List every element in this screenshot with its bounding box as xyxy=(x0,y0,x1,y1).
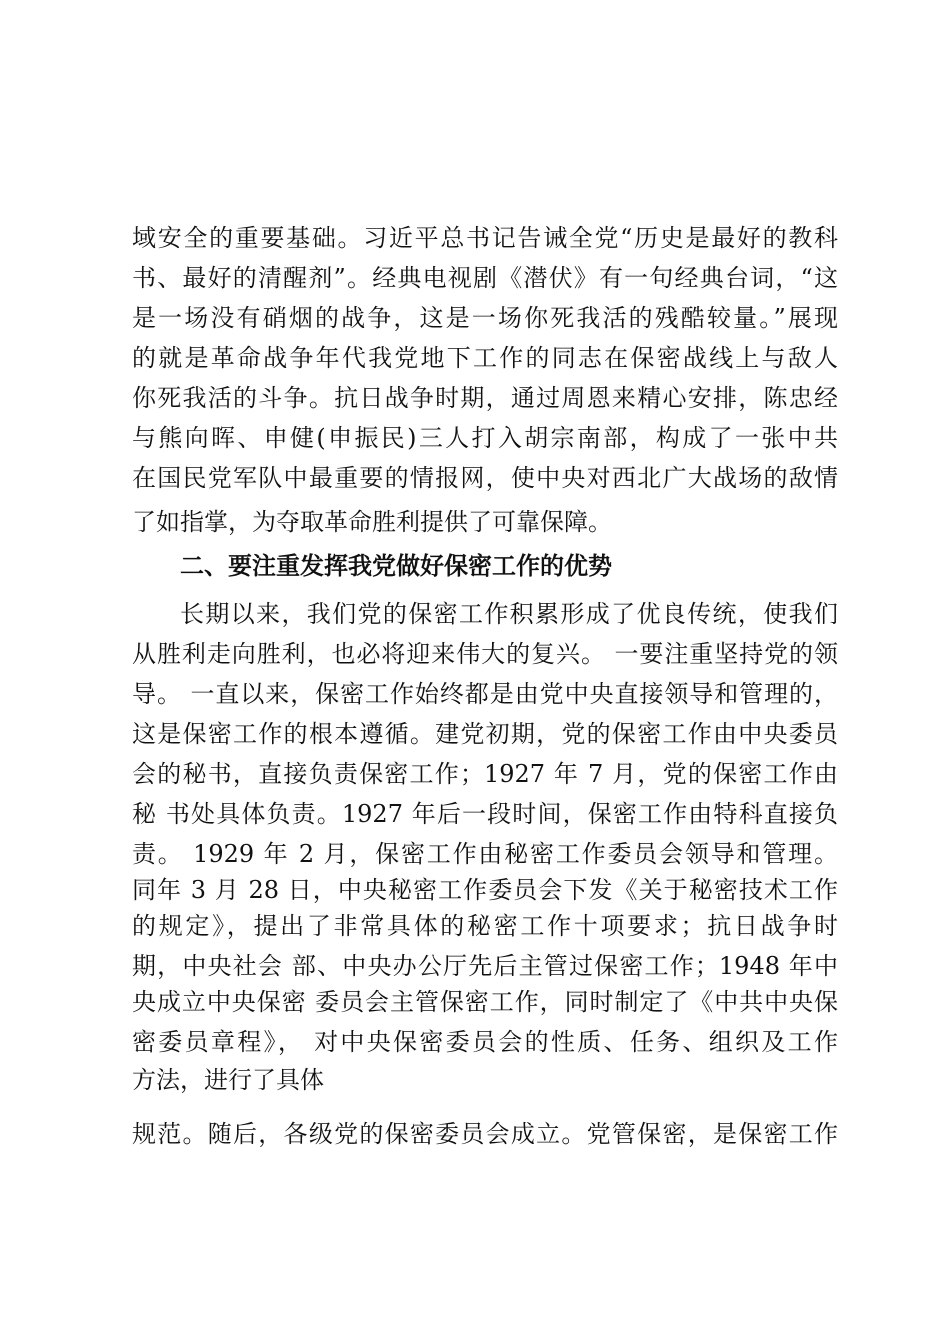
paragraph-2-line-3: 导。 一直以来，保密工作始终都是由党中央直接领导和管理的， xyxy=(132,680,838,708)
paragraph-2-line-11: 央成立中央保密 委员会主管保密工作，同时制定了《中共中央保 xyxy=(132,988,838,1016)
paragraph-2-line-12: 密委员章程》， 对中央保密委员会的性质、任务、组织及工作 xyxy=(132,1028,838,1056)
paragraph-1-line-3: 是一场没有硝烟的战争，这是一场你死我活的残酷较量。”展现 xyxy=(132,304,838,332)
paragraph-2-line-4: 这是保密工作的根本遵循。建党初期，党的保密工作由中央委员 xyxy=(132,720,838,748)
section-heading: 二、要注重发挥我党做好保密工作的优势 xyxy=(180,552,612,580)
paragraph-1-line-8: 了如指掌，为夺取革命胜利提供了可靠保障。 xyxy=(132,508,612,536)
paragraph-2-line-8: 同年 3 月 28 日，中央秘密工作委员会下发《关于秘密技术工作 xyxy=(132,876,838,904)
paragraph-2-line-9: 的规定》，提出了非常具体的秘密工作十项要求；抗日战争时 xyxy=(132,912,838,940)
paragraph-2-line-13: 方法，进行了具体 xyxy=(132,1066,324,1094)
paragraph-2-line-2: 从胜利走向胜利，也必将迎来伟大的复兴。 一要注重坚持党的领 xyxy=(132,640,838,668)
paragraph-2-line-5: 会的秘书，直接负责保密工作；1927 年 7 月，党的保密工作由 xyxy=(132,760,838,788)
paragraph-2-line-7: 责。 1929 年 2 月，保密工作由秘密工作委员会领导和管理。 xyxy=(132,840,838,868)
paragraph-1-line-6: 与熊向晖、申健(申振民)三人打入胡宗南部，构成了一张中共 xyxy=(132,424,838,452)
paragraph-1-line-7: 在国民党军队中最重要的情报网，使中央对西北广大战场的敌情 xyxy=(132,464,838,492)
paragraph-1-line-2: 书、最好的清醒剂”。经典电视剧《潜伏》有一句经典台词，“这 xyxy=(132,264,838,292)
paragraph-1-line-1: 域安全的重要基础。习近平总书记告诫全党“历史是最好的教科 xyxy=(132,224,838,252)
paragraph-3-line-1: 规范。随后，各级党的保密委员会成立。党管保密，是保密工作 xyxy=(132,1120,838,1148)
paragraph-2-line-1: 长期以来，我们党的保密工作积累形成了优良传统，使我们 xyxy=(180,600,838,628)
paragraph-2-line-10: 期，中央社会 部、中央办公厅先后主管过保密工作；1948 年中 xyxy=(132,952,838,980)
paragraph-1-line-5: 你死我活的斗争。抗日战争时期，通过周恩来精心安排，陈忠经 xyxy=(132,384,838,412)
paragraph-2-line-6: 秘 书处具体负责。1927 年后一段时间，保密工作由特科直接负 xyxy=(132,800,838,828)
paragraph-1-line-4: 的就是革命战争年代我党地下工作的同志在保密战线上与敌人 xyxy=(132,344,838,372)
